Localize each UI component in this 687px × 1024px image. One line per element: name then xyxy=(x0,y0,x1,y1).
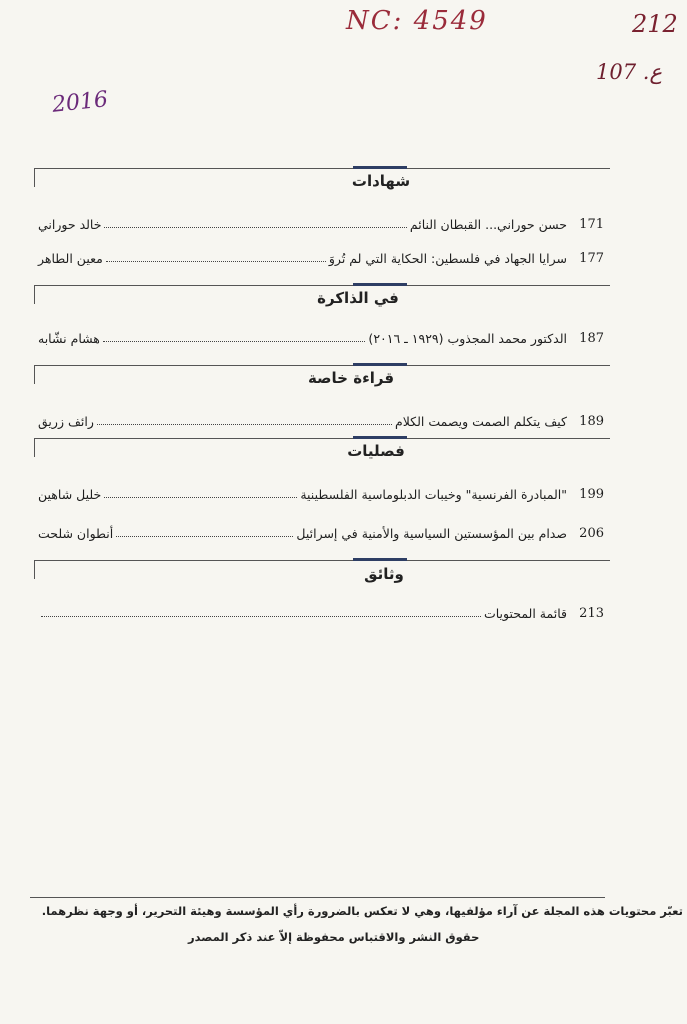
entry-author: خليل شاهين xyxy=(38,487,102,502)
footer-copyright: حقوق النشر والاقتباس محفوظة إلاّ عند ذكر المصدر xyxy=(188,930,480,944)
section-title: شهادات xyxy=(351,172,411,190)
entry-author: أنطوان شلحت xyxy=(38,526,114,541)
entry-title: "المبادرة الفرنسية" وخيبات الدبلوماسية الفلسطينية xyxy=(300,487,567,502)
section-title: في الذاكرة xyxy=(317,289,399,307)
dot-leader xyxy=(103,340,366,342)
page-number: 199 xyxy=(579,487,604,502)
toc-entry[interactable] xyxy=(38,409,604,429)
section-notch xyxy=(353,166,407,169)
entry-title: كيف يتكلم الصمت ويصمت الكلام xyxy=(394,414,567,429)
page-number: 189 xyxy=(579,414,604,429)
toc-entry[interactable] xyxy=(38,212,604,232)
page-number: 177 xyxy=(579,251,604,266)
entry-title: صدام بين المؤسستين السياسية والأمنية في إسرائيل xyxy=(296,526,567,541)
footer-rule xyxy=(30,897,605,898)
entry-title: قائمة المحتويات xyxy=(483,606,567,621)
section-notch xyxy=(353,363,407,366)
toc-entry[interactable] xyxy=(38,326,604,346)
toc-entry[interactable] xyxy=(38,601,604,621)
toc-entry[interactable] xyxy=(38,482,604,502)
section-notch xyxy=(353,283,407,286)
handwritten-year: 2016 xyxy=(50,87,110,118)
dot-leader xyxy=(104,226,406,228)
page-number: 213 xyxy=(579,606,604,621)
handwritten-shelf-mark: 212 xyxy=(632,10,678,38)
dot-leader xyxy=(106,260,326,262)
toc-entry[interactable] xyxy=(38,246,604,266)
entry-author: هشام نشّابه xyxy=(38,331,100,346)
page-number: 206 xyxy=(579,526,604,541)
toc-entry[interactable] xyxy=(38,521,604,541)
entry-title: سرايا الجهاد في فلسطين: الحكاية التي لم تُروَ xyxy=(328,251,567,266)
entry-author: رائف زريق xyxy=(38,414,94,429)
section-title: وثائق xyxy=(364,565,404,583)
handwritten-volume-number: ع. 107 xyxy=(596,60,662,84)
section-notch xyxy=(353,436,407,439)
page-number: 171 xyxy=(579,217,604,232)
entry-author: معين الطاهر xyxy=(38,251,103,266)
dot-leader xyxy=(41,615,481,617)
entry-title: حسن حوراني... القبطان النائم xyxy=(409,217,567,232)
section-notch xyxy=(353,558,407,561)
entry-title: الدكتور محمد المجذوب (١٩٢٩ ـ ٢٠١٦) xyxy=(368,331,567,346)
section-title: قراءة خاصة xyxy=(307,369,395,387)
entry-author: خالد حوراني xyxy=(38,217,102,232)
dot-leader xyxy=(97,423,392,425)
page-number: 187 xyxy=(579,331,604,346)
handwritten-accession-number: NC: 4549 xyxy=(346,6,488,36)
footer-disclaimer: تعبّر محتويات هذه المجلة عن آراء مؤلفيها، وهي لا تعكس بالضرورة رأي المؤسسة وهيئة التحرير، أو وجهة نظرهما. xyxy=(41,904,683,918)
dot-leader xyxy=(116,535,293,537)
dot-leader xyxy=(104,496,297,498)
section-title: فصليات xyxy=(347,442,405,460)
